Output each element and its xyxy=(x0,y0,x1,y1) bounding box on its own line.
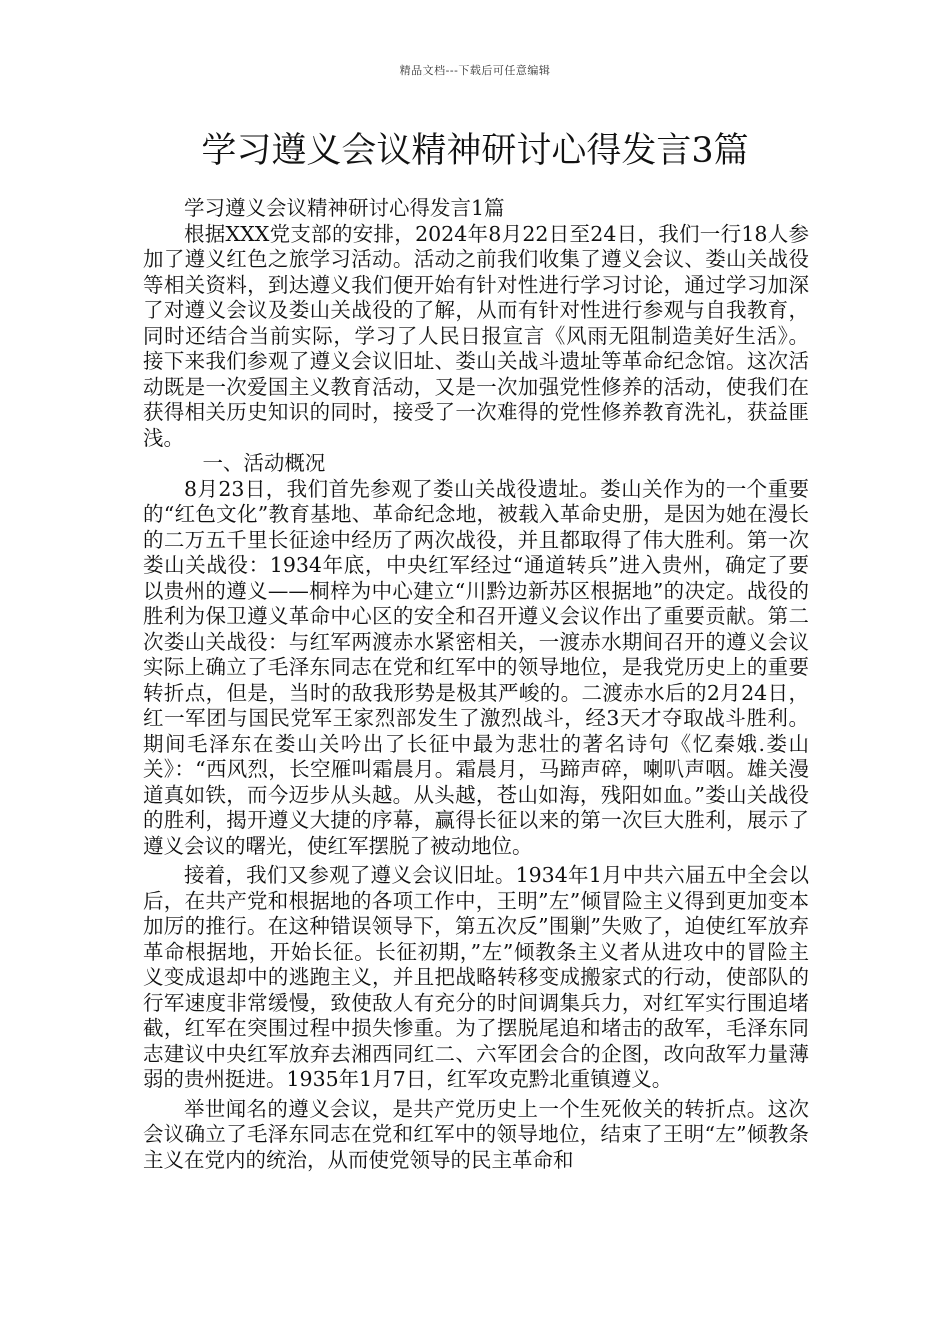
paragraph-zunyi-meeting: 举世闻名的遵义会议，是共产党历史上一个生死攸关的转折点。这次会议确立了毛泽东同志在党和红军中的领导地位，结束了王明“左”倾教条主义在党内的统治，从而使党领导的民主革命和 xyxy=(143,1096,809,1172)
section-heading: 一、活动概况 xyxy=(202,451,326,475)
header-note: 精品文档---下载后可任意编辑 xyxy=(399,64,551,77)
document-title: 学习遵义会议精神研讨心得发言3篇 xyxy=(201,131,749,171)
document-body xyxy=(143,196,809,1173)
paragraph-zunyi-site: 接着，我们又参观了遵义会议旧址。1934年1月中共六届五中全会以后，在共产党和根据地的各项工作中，王明”左”倾冒险主义得到更加变本加厉的推行。在这种错误领导下，第五次反”围剿”失败了，迫使红军放弃革命根据地，开始长征。长征初期，”左”倾教条主义者从进攻中的冒险主义变成退却中的逃跑主义，并且把战略转移变成搬家式的行动，使部队的行军速度非常缓慢，致使敌人有充分的时间调集兵力，对红军实行围追堵截，红军在突围过程中损失惨重。为了摆脱尾追和堵击的敌军，毛泽东同志建议中央红军放弃去湘西同红二、六军团会合的企图，改向敌军力量薄弱的贵州挺进。1935年1月7日，红军攻克黔北重镇遵义。 xyxy=(143,863,809,1091)
paragraph-loushanguan: 8月23日，我们首先参观了娄山关战役遗址。娄山关作为的一个重要的“红色文化”教育基地、革命纪念地，被载入革命史册，是因为她在漫长的二万五千里长征途中经历了两次战役，并且都取得了伟大胜利。第一次娄山关战役：1934年底，中央红军经过“通道转兵”进入贵州，确定了要以贵州的遵义——桐梓为中心建立“川黔边新苏区根据地”的决定。战役的胜利为保卫遵义革命中心区的安全和召开遵义会议作出了重要贡献。第二次娄山关战役：与红军两渡赤水紧密相关，一渡赤水期间召开的遵义会议实际上确立了毛泽东同志在党和红军中的领导地位，是我党历史上的重要转折点，但是，当时的敌我形势是极其严峻的。二渡赤水后的2月24日，红一军团与国民党军王家烈部发生了激烈战斗，经3天才夺取战斗胜利。期间毛泽东在娄山关吟出了长征中最为悲壮的著名诗句《忆秦娥.娄山关》：“西风烈，长空雁叫霜晨月。霜晨月，马蹄声碎，喇叭声咽。雄关漫道真如铁，而今迈步从头越。从头越，苍山如海，残阳如血。”娄山关战役的胜利，揭开遵义大捷的序幕，赢得长征以来的第一次巨大胜利，展示了遵义会议的曙光，使红军摆脱了被动地位。 xyxy=(143,476,809,858)
paragraph-intro: 根据XXX党支部的安排，2024年8月22日至24日，我们一行18人参加了遵义红色之旅学习活动。活动之前我们收集了遵义会议、娄山关战役等相关资料，到达遵义我们便开始有针对性进行学习讨论，通过学习加深了对遵义会议及娄山关战役的了解，从而有针对性进行参观与自我教育，同时还结合当前实际，学习了人民日报宣言《风雨无阻制造美好生活》。接下来我们参观了遵义会议旧址、娄山关战斗遗址等革命纪念馆。这次活动既是一次爱国主义教育活动，又是一次加强党性修养的活动，使我们在获得相关历史知识的同时，接受了一次难得的党性修养教育洗礼，获益匪浅。 xyxy=(143,221,809,450)
section-subtitle: 学习遵义会议精神研讨心得发言1篇 xyxy=(184,196,505,220)
